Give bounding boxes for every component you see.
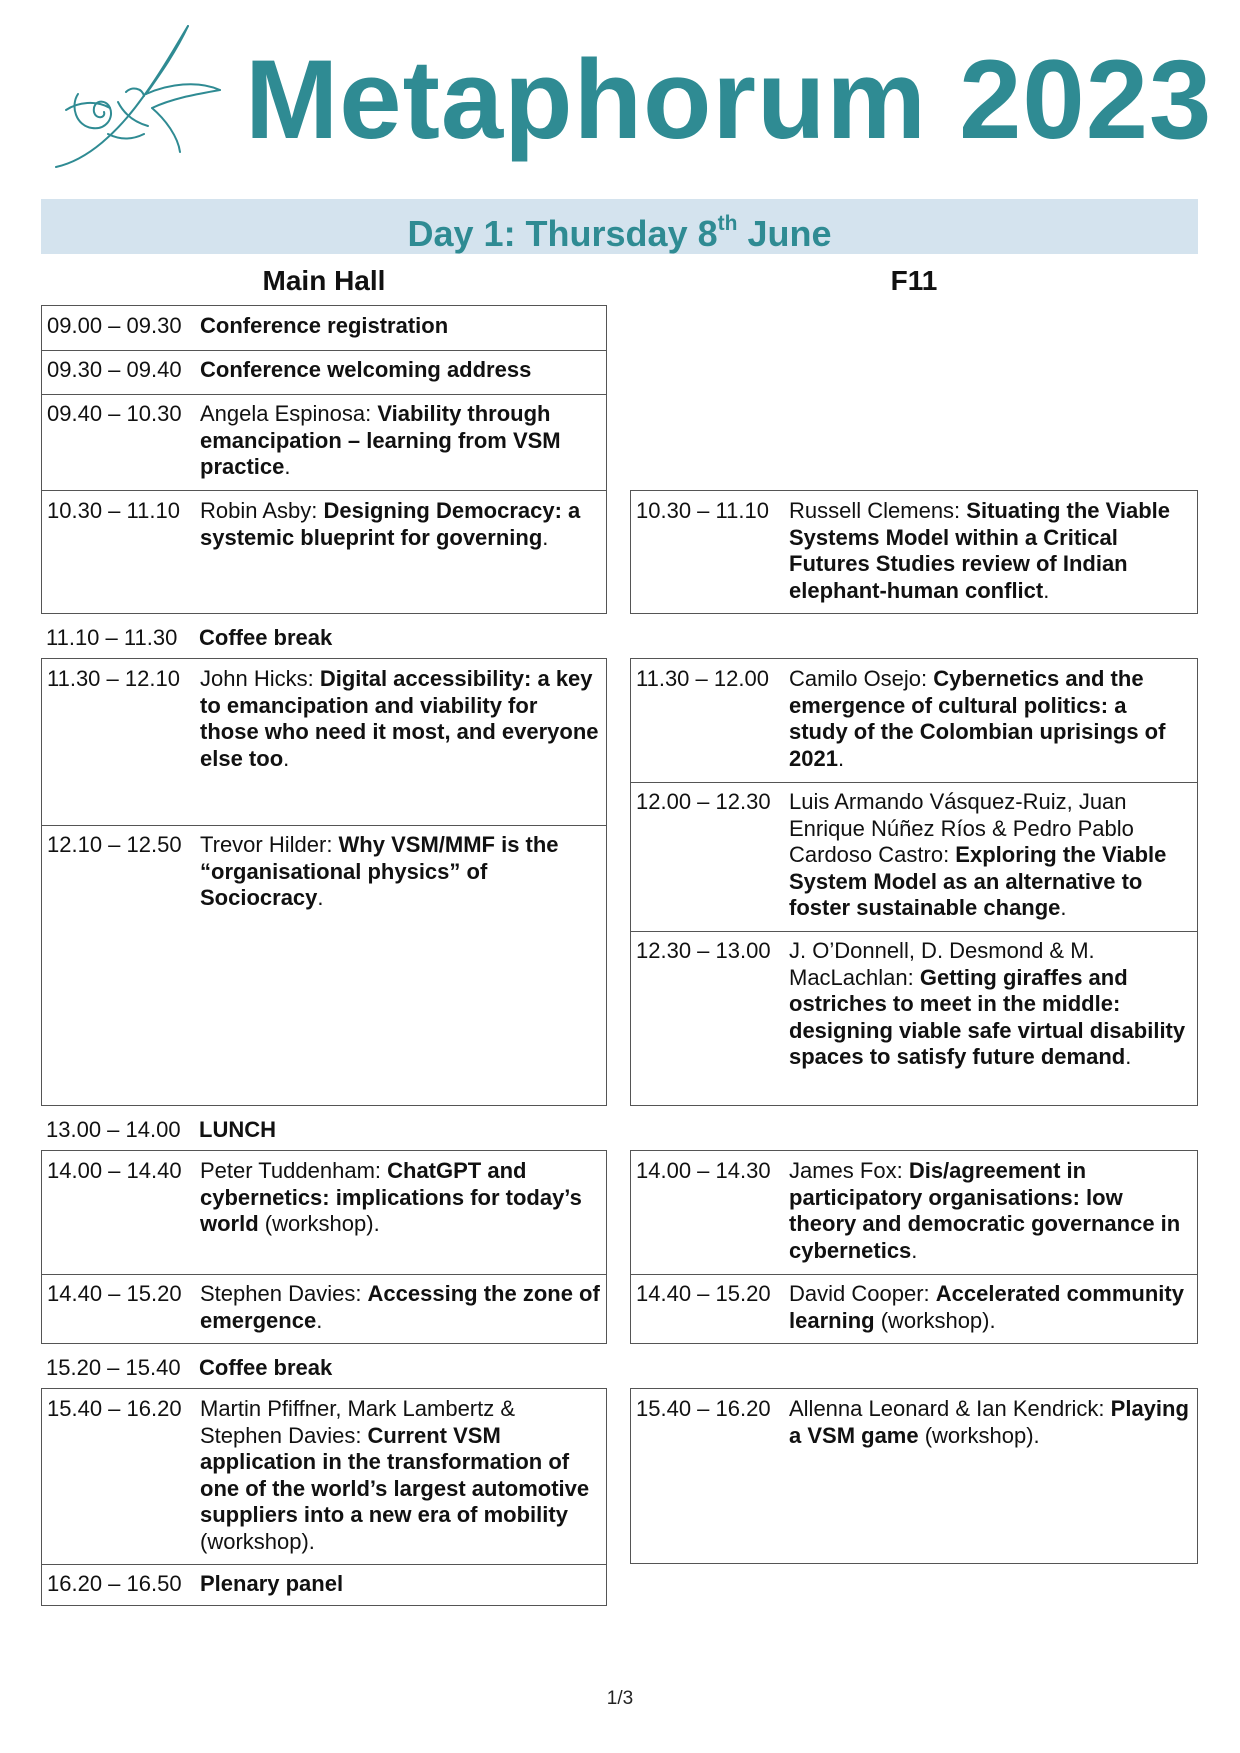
entry-note: . [283, 745, 290, 771]
entry-note: . [1060, 895, 1067, 920]
entry-speaker: David Cooper: [789, 1281, 936, 1306]
entry-speaker: J. O’Donnell, D. Desmond & M. MacLachlan: [789, 938, 1095, 990]
entry-title: Why VSM/MMF is the “organisational physics” of Sociocracy [200, 832, 559, 910]
day-ordinal-suffix: th [717, 212, 738, 235]
entry-time: 11.30 – 12.00 [636, 666, 769, 691]
entry-time: 11.10 – 11.30 [46, 625, 178, 650]
entry-title: Coffee break [199, 625, 333, 650]
main-hall-block-1540 [41, 1388, 607, 1606]
entry-note: . [911, 1237, 918, 1263]
column-heading-main-hall: Main Hall [262, 265, 386, 296]
day-banner [41, 199, 1198, 254]
entry-speaker: Angela Espinosa: [200, 401, 378, 426]
entry-note: . [316, 1307, 323, 1333]
entry-time: 09.00 – 09.30 [47, 313, 182, 338]
entry-note: . [837, 745, 845, 771]
main-hall-block-1400 [41, 1150, 607, 1344]
entry-speaker: Peter Tuddenham: [200, 1158, 388, 1183]
column-heading-f11: F11 [890, 265, 938, 296]
entry-note: (workshop). [200, 1528, 315, 1554]
entry-title: ChatGPT and cybernetics: implications for today’s world [200, 1158, 582, 1236]
entry-time: 16.20 – 16.50 [47, 1571, 182, 1596]
day-month: June [737, 213, 832, 254]
entry-title: LUNCH [199, 1117, 276, 1142]
row-divider [42, 1274, 606, 1275]
entry-title: Designing Democracy: a systemic blueprint for governing [200, 498, 581, 550]
f11-block-1030 [630, 490, 1198, 614]
entry-title: Situating the Viable Systems Model within a Critical Futures Studies review of Indian elephant-human conflict [789, 498, 1171, 603]
entry-speaker: Stephen Davies: [200, 1281, 368, 1306]
entry-note: . [284, 454, 291, 479]
entry-speaker: Trevor Hilder: [200, 832, 339, 857]
entry-title: Plenary panel [200, 1571, 344, 1596]
entry-time: 15.40 – 16.20 [636, 1396, 771, 1421]
f11-block-1540 [630, 1388, 1198, 1564]
entry-title: Viability through emancipation – learning from VSM practice [200, 401, 561, 479]
entry-title: Exploring the Viable System Model as an alternative to foster sustainable change [789, 842, 1167, 920]
entry-note: (workshop). [918, 1422, 1040, 1448]
entry-title: Current VSM application in the transformation of one of the world’s largest automotive suppliers into a new era of mobility [200, 1422, 590, 1527]
entry-title: Getting giraffes and ostriches to meet in the middle: designing viable safe virtual disability spaces to satisfy future demand [789, 964, 1186, 1069]
entry-title: Playing a VSM game [789, 1396, 1189, 1448]
entry-time: 12.10 – 12.50 [47, 832, 182, 857]
entry-time: 15.40 – 16.20 [47, 1396, 182, 1421]
row-divider [42, 825, 606, 826]
entry-time: 12.00 – 12.30 [636, 789, 771, 814]
entry-time: 12.30 – 13.00 [636, 938, 771, 963]
entry-time: 11.30 – 12.10 [47, 666, 180, 691]
entry-time: 13.00 – 14.00 [46, 1117, 181, 1142]
main-hall-block-1130 [41, 658, 607, 1106]
entry-time: 15.20 – 15.40 [46, 1355, 181, 1380]
page-number: 1/3 [606, 1688, 634, 1709]
entry-speaker: Martin Pfiffner, Mark Lambertz & Stephen Davies: [200, 1396, 516, 1448]
entry-note: . [542, 524, 549, 550]
entry-speaker: Russell Clemens: [789, 498, 967, 523]
entry-note: (workshop). [258, 1211, 380, 1236]
entry-title: Dis/agreement in participatory organisations: low theory and democratic governance in cybernetics [789, 1158, 1181, 1263]
entry-speaker: Camilo Osejo: [789, 666, 934, 691]
entry-time: 09.30 – 09.40 [47, 357, 182, 382]
entry-time: 14.40 – 15.20 [47, 1281, 182, 1306]
entry-title: Coffee break [199, 1355, 333, 1380]
entry-speaker: Robin Asby: [200, 498, 324, 523]
entry-note: . [1043, 577, 1050, 603]
day-label: Day 1: Thursday 8 [407, 213, 718, 254]
row-divider [42, 350, 606, 351]
entry-title: Accelerated community learning [789, 1281, 1184, 1333]
entry-title: Accessing the zone of emergence [200, 1281, 600, 1333]
main-hall-block-1030 [41, 490, 607, 614]
entry-speaker: Luis Armando Vásquez-Ruiz, Juan Enrique Núñez Ríos & Pedro Pablo Cardoso Castro: [789, 789, 1134, 867]
entry-speaker: James Fox: [789, 1158, 909, 1183]
row-divider [631, 931, 1197, 932]
page-title: Metaphorum 2023 [245, 37, 1213, 162]
metaphorum-logo [48, 22, 228, 172]
row-divider [631, 1274, 1197, 1275]
row-divider [42, 394, 606, 395]
f11-block-1130 [630, 658, 1198, 1106]
f11-block-1400 [630, 1150, 1198, 1344]
entry-title: Digital accessibility: a key to emancipation and viability for those who need it most, and everyone else too [200, 666, 599, 771]
entry-title: Cybernetics and the emergence of cultural politics: a study of the Colombian uprisings of 2021 [789, 666, 1166, 771]
entry-speaker: Allenna Leonard & Ian Kendrick: [789, 1396, 1111, 1421]
entry-title: Conference welcoming address [200, 357, 532, 382]
entry-time: 10.30 – 11.10 [47, 498, 180, 523]
entry-speaker: John Hicks: [200, 666, 320, 691]
entry-time: 09.40 – 10.30 [47, 401, 182, 426]
entry-note: . [1125, 1044, 1132, 1069]
entry-title: Conference registration [200, 313, 449, 338]
entry-note: . [317, 885, 324, 910]
entry-note: (workshop). [874, 1307, 996, 1333]
row-divider [631, 782, 1197, 783]
entry-time: 14.00 – 14.30 [636, 1158, 771, 1183]
main-hall-block-morning [41, 305, 607, 491]
entry-time: 10.30 – 11.10 [636, 498, 769, 523]
entry-time: 14.40 – 15.20 [636, 1281, 771, 1306]
row-divider [42, 1564, 606, 1565]
entry-time: 14.00 – 14.40 [47, 1158, 182, 1183]
